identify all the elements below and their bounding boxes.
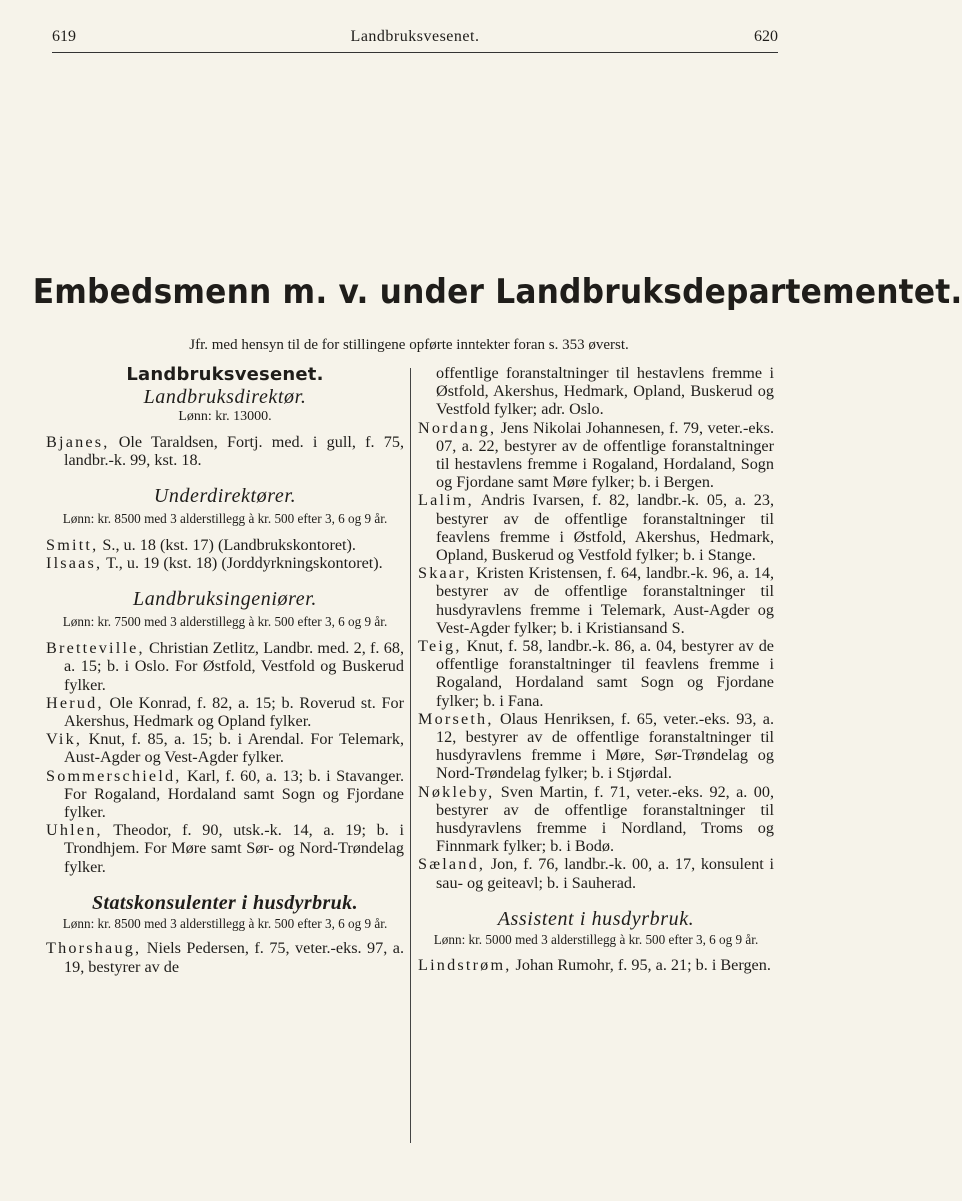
header-rule — [52, 52, 778, 53]
list-item — [46, 433, 404, 469]
entry-text: Jens Nikolai Johannesen, f. 79, veter.-eks. 07, a. 22, bestyrer av de offentlige foranstaltninger til hestavlens fremme i Rogaland, Hordaland, Sogn og Fjordane samt Møre fylker; b. i Bergen. — [436, 418, 774, 492]
list-item — [46, 554, 404, 572]
list-item — [418, 710, 774, 783]
reference-note: Jfr. med hensyn til de for stillingene opførte inntekter foran s. 353 øverst. — [189, 337, 629, 353]
left-column — [46, 364, 404, 976]
entry-name: Nøkleby, — [418, 782, 495, 801]
engineers-heading: Landbruksingeniører. — [132, 588, 318, 611]
assistant-salary: Lønn: kr. 5000 med 3 alderstillegg à kr. 500 efter 3, 6 og 9 år. — [433, 932, 759, 948]
entry-text: Karl, f. 60, a. 13; b. i Stavanger. For Rogaland, Hordaland samt Sogn og Fjordane fylker. — [64, 766, 404, 821]
underdirectors-heading: Underdirektører. — [153, 485, 297, 508]
entry-text: Knut, f. 85, a. 15; b. i Arendal. For Telemark, Aust-Agder og Vest-Agder fylker. — [64, 730, 404, 767]
list-item — [418, 783, 774, 856]
list-item — [46, 694, 404, 730]
list-item — [418, 419, 774, 492]
consultants-heading: Statskonsulenter i husdyrbruk. — [92, 891, 358, 914]
running-header — [52, 28, 778, 52]
entry-name: Lindstrøm, — [418, 955, 512, 974]
entry-text: Ole Taraldsen, Fortj. med. i gull, f. 75, landbr.-k. 99, kst. 18. — [64, 432, 404, 470]
entry-name: Nordang, — [418, 418, 497, 437]
underdirectors-salary: Lønn: kr. 8500 med 3 alderstillegg à kr. 500 efter 3, 6 og 9 år. — [62, 510, 388, 526]
list-item — [46, 536, 404, 554]
entry-name: Teig, — [418, 637, 462, 656]
entry-name: Smitt, — [46, 536, 99, 555]
entry-name: Ilsaas, — [46, 554, 103, 573]
entry-name: Bretteville, — [46, 639, 145, 658]
entry-name: Uhlen, — [46, 821, 103, 840]
entry-name: Bjanes, — [46, 432, 110, 451]
entry-name: Herud, — [46, 693, 104, 712]
page-number-left: 619 — [52, 28, 76, 45]
list-item — [418, 491, 774, 564]
running-title: Landbruksvesenet. — [350, 28, 480, 45]
right-column — [418, 364, 774, 974]
entry-text: Johan Rumohr, f. 95, a. 21; b. i Bergen. — [511, 955, 771, 974]
entry-text: Christian Zetlitz, Landbr. med. 2, f. 68, a. 15; b. i Oslo. For Østfold, Vestfold og Buskerud fylker. — [64, 639, 404, 694]
entry-name: Thorshaug, — [46, 939, 142, 958]
entry-name: Vik, — [46, 730, 83, 749]
entry-name: Lalim, — [418, 491, 474, 510]
entry-text: S., u. 18 (kst. 17) (Landbrukskontoret). — [98, 536, 356, 555]
entry-text: T., u. 19 (kst. 18) (Jorddyrkningskontoret). — [102, 554, 383, 573]
director-heading: Landbruksdirektør. — [143, 386, 307, 409]
entry-text: Olaus Henriksen, f. 65, veter.-eks. 93, a. 12, bestyrer av de offentlige foranstaltninger til husdyravlens fremme i Møre, Sør-Trøndelag og Nord-Trøndelag fylker; b. i Stjørdal. — [436, 709, 774, 783]
list-item — [46, 939, 404, 975]
entry-text: Andris Ivarsen, f. 82, landbr.-k. 05, a. 23, bestyrer av de offentlige foranstaltninger til feavlens fremme i Østfold, Akershus, Hedmark, Opland, Buskerud og Vestfold fylker; b. i Stange. — [436, 491, 774, 565]
entry-text: Ole Konrad, f. 82, a. 15; b. Roverud st. For Akershus, Hedmark og Opland fylker. — [64, 693, 404, 730]
entry-text: Niels Pedersen, f. 75, veter.-eks. 97, a. 19, bestyrer av de — [64, 939, 404, 976]
entry-text: Sven Martin, f. 71, veter.-eks. 92, a. 00, bestyrer av de offentlige foranstaltninger til husdyravlens fremme i Nordland, Troms og Finnmark fylker; b. i Bodø. — [436, 782, 774, 856]
entry-name: Morseth, — [418, 709, 494, 728]
list-item — [418, 956, 774, 974]
entry-name: Skaar, — [418, 564, 472, 583]
consultants-salary: Lønn: kr. 8500 med 3 alderstillegg à kr. 500 efter 3, 6 og 9 år. — [62, 915, 388, 931]
page-number-right: 620 — [754, 28, 778, 45]
entry-name: Sæland, — [418, 855, 486, 874]
list-item — [46, 730, 404, 766]
list-item — [418, 637, 774, 710]
list-item — [46, 639, 404, 694]
page-title: Embedsmenn m. v. under Landbruksdepartementet. — [32, 272, 962, 312]
list-item — [418, 564, 774, 637]
director-salary: Lønn: kr. 13000. — [178, 409, 272, 425]
entry-text: Kristen Kristensen, f. 64, landbr.-k. 96, a. 14, bestyrer av de offentlige foranstaltninger til husdyravlens fremme i Telemark, Aust-Agder og Vest-Agder fylker; b. i Kristiansand S. — [436, 564, 774, 637]
entry-text: Knut, f. 58, landbr.-k. 86, a. 04, bestyrer av de offentlige foranstaltninger til feavlens fremme i Rogaland, Hordaland samt Sogn og Fjordane fylker; b. i Fana. — [436, 637, 774, 710]
engineers-salary: Lønn: kr. 7500 med 3 alderstillegg à kr. 500 efter 3, 6 og 9 år. — [62, 613, 388, 629]
list-item — [418, 855, 774, 891]
section-heading: Landbruksvesenet. — [126, 364, 324, 385]
assistant-heading: Assistent i husdyrbruk. — [497, 907, 695, 930]
list-item — [46, 821, 404, 876]
column-divider — [410, 368, 411, 1143]
list-item — [46, 767, 404, 822]
entry-text: Jon, f. 76, landbr.-k. 00, a. 17, konsulent i sau- og geiteavl; b. i Sauherad. — [436, 855, 774, 892]
continued-entry: offentlige foranstaltninger til hestavlens fremme i Østfold, Akershus, Hedmark, Opland, Buskerud og Vestfold fylker; adr. Oslo. — [436, 364, 774, 419]
entry-name: Sommerschield, — [46, 766, 182, 785]
entry-text: Theodor, f. 90, utsk.-k. 14, a. 19; b. i Trondhjem. For Møre samt Sør- og Nord-Trøndelag fylker. — [64, 821, 404, 876]
